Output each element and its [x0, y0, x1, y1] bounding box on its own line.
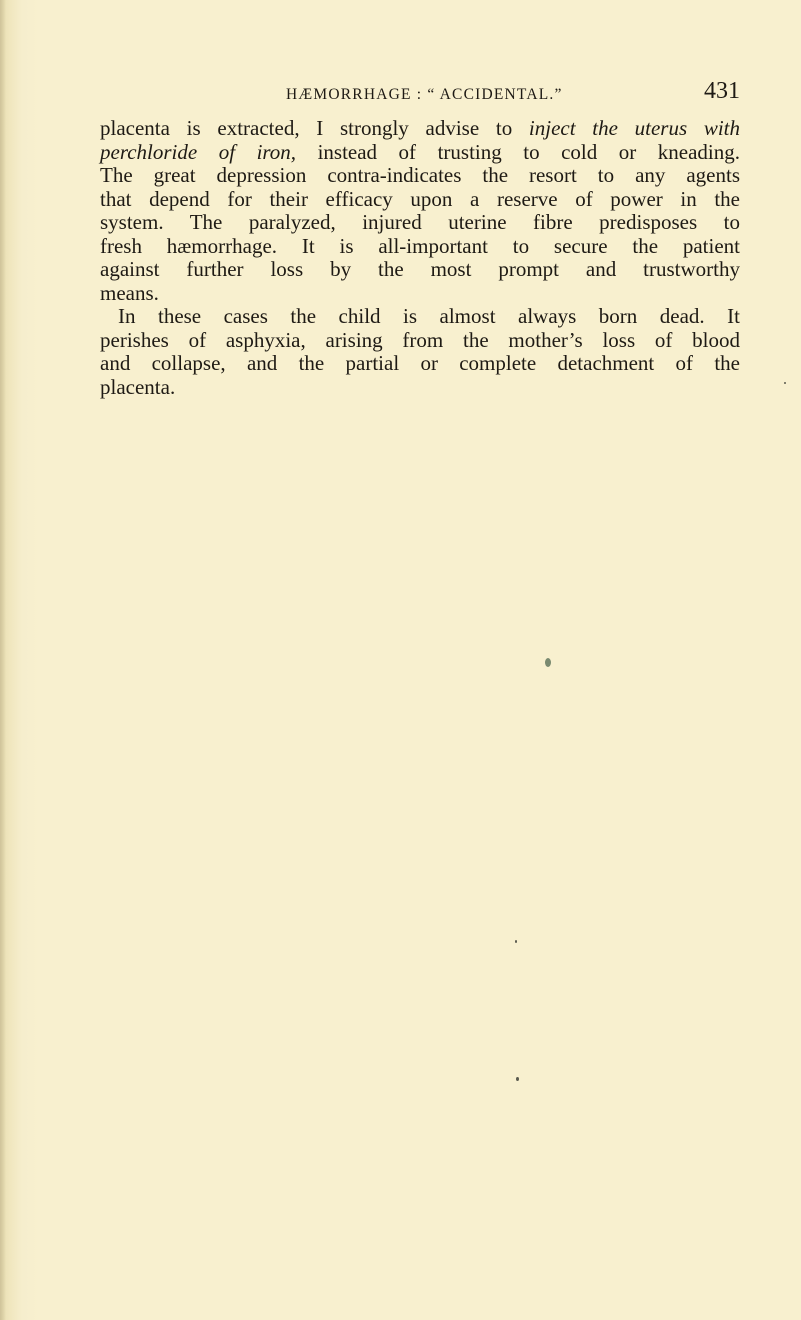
- page-header: [100, 78, 740, 114]
- text-line: perishes of asphyxia, arising from the mother’s loss of blood: [100, 327, 740, 352]
- text-segment: instead of trusting to cold or kneading.: [317, 139, 740, 164]
- text-line: fresh hæmorrhage. It is all-important to secure the patient: [100, 233, 740, 258]
- text-line: means.: [100, 280, 159, 305]
- paper-speck: [515, 940, 517, 943]
- italic-text: inject the uterus with: [528, 116, 741, 140]
- page-binding-edge: [0, 0, 6, 1320]
- page-number: 431: [704, 78, 740, 104]
- text-line: that depend for their efficacy upon a reserve of power in the: [100, 186, 740, 211]
- running-head: HÆMORRHAGE : “ ACCIDENTAL.”: [286, 86, 563, 103]
- paper-speck: [516, 1077, 519, 1081]
- text-segment: placenta is extracted, I strongly advise to: [100, 116, 513, 140]
- text-line: system. The paralyzed, injured uterine fibre predisposes to: [100, 210, 740, 234]
- italic-text: of iron,: [218, 139, 297, 164]
- paper-speck: [545, 658, 551, 667]
- text-line: The great depression contra-indicates the resort to any agents: [100, 163, 740, 187]
- text-line: In these cases the child is almost always born dead. It: [118, 304, 740, 328]
- text-line: against further loss by the most prompt and trustworthy: [100, 257, 740, 281]
- text-line: and collapse, and the partial or complete detachment of the: [100, 351, 740, 375]
- body-text: [100, 117, 740, 399]
- text-line: [100, 141, 740, 165]
- paper-speck: [784, 382, 786, 384]
- text-line: placenta.: [100, 374, 176, 399]
- italic-text: perchloride: [100, 139, 198, 164]
- text-line: [100, 117, 740, 141]
